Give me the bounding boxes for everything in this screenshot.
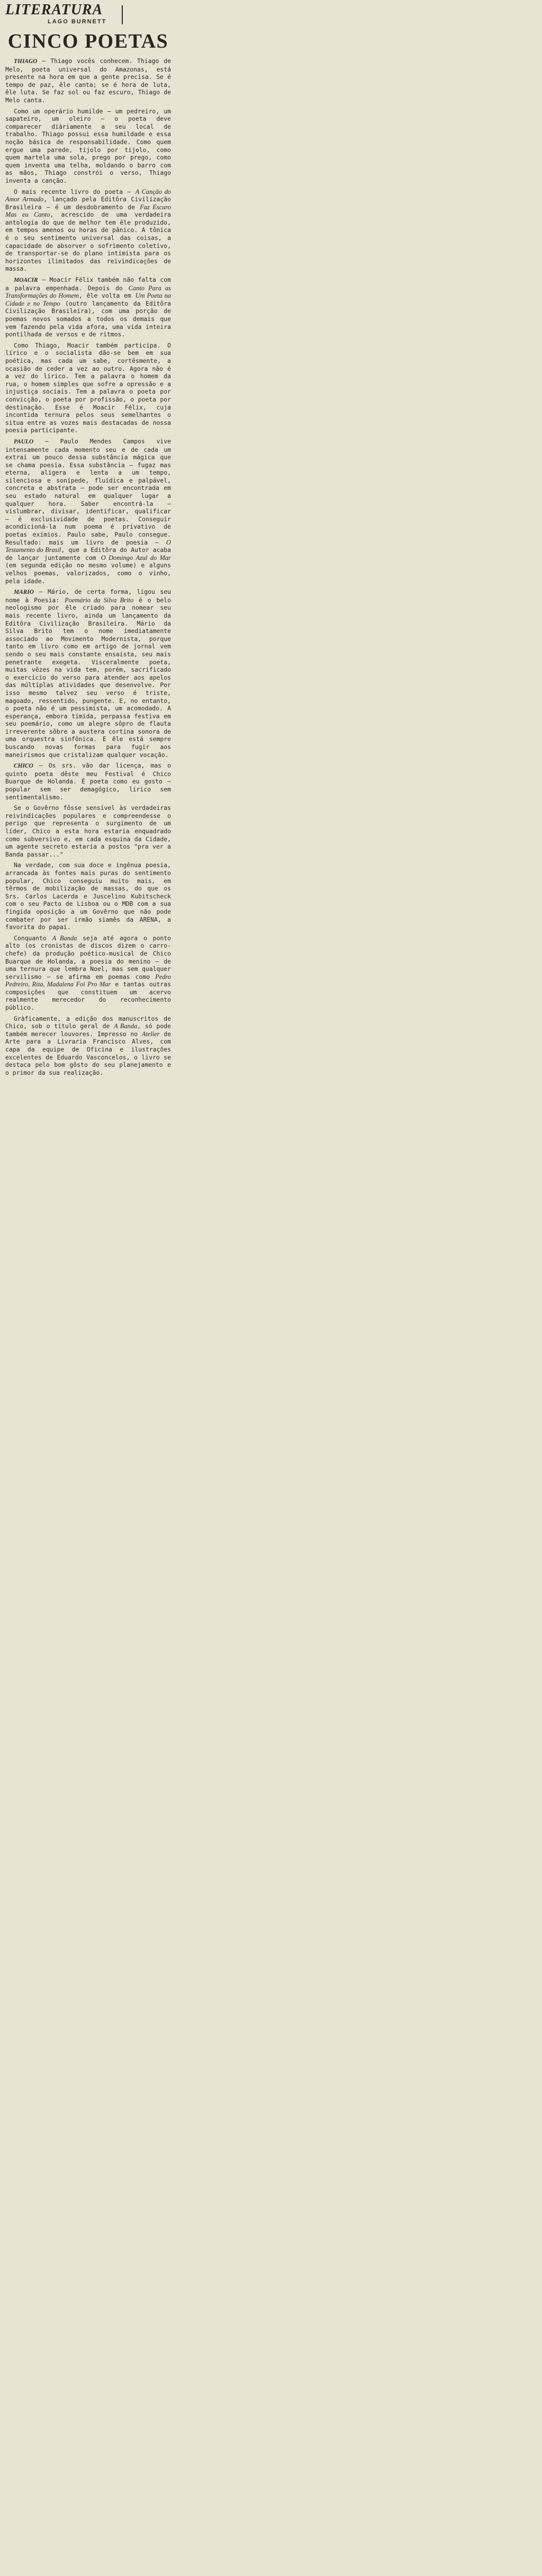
article-paragraph: [5, 57, 171, 104]
paragraph-text: é o belo neologismo por êle criado para nomear seu mais recente livro, ainda um lançamento da Editôra Civilização Brasileira. Mário da Silva Brito tem o nome imediatamente associado ao Movimento Modernista, porque tanto em livro como em artigo de jornal vem sendo o seu mais constante ensaísta, seu mais penetrante exegeta. Visceralmente poeta, muitas vêzes na vida tem, porém, sacrificado o exercício do verso para atender aos apelos das múltiplas atividades que desenvolve. Por isso mesmo talvez seu verso é triste, magoado, ressentido, pungente. E, no entanto, o poeta não é um pessimista, um acomodado. A esperança, embora tímida, perpassa festiva em seu poemário, como um alegre sôpro de flauta irreverente sôbre a austera cortina sonora de uma orquestra sinfônica. E êle está sempre buscando novas formas para fugir aos maneirismos que cristalizam qualquer vocação.: [5, 596, 171, 759]
article-paragraph: [5, 1015, 171, 1077]
paragraph-lead-name: MARIO: [14, 589, 34, 596]
paragraph-text: , só pode também merecer louvores. Impresso no: [5, 1022, 171, 1038]
book-title-text: Faz Escuro Mas eu Canto: [5, 203, 171, 219]
article-paragraph: [5, 342, 171, 434]
article-title: CINCO POETAS: [7, 30, 169, 52]
article-paragraph: [5, 438, 171, 585]
paragraph-text: — Moacir Félix também não falta com a palavra empenhada. Depois do: [5, 276, 171, 292]
paragraph-text: , lançado pela Editôra Civilização Brasileira — é um desdobramento de: [5, 195, 171, 211]
paragraph-lead-name: PAULO: [14, 438, 34, 445]
book-title-text: Um Poeta na Cidade e no Tempo: [5, 292, 171, 307]
paragraph-text: Se o Govêrno fôsse sensível às verdadeiras reivindicações populares e compreendesse o perigo que representa o surgimento de um líder, Chico a esta hora estaria enquadrado como subversivo e, em cada esquina da Cidade, um agente secreto estaria a postos "pra ver a Banda passar...": [5, 804, 171, 858]
article-paragraph: [5, 762, 171, 801]
book-title-text: O Domingo Azul do Mar: [101, 554, 171, 561]
paragraph-text: — Thiago vocês conhecem. Thiago de Melo, poeta universal do Amazonas, está presente na hora em que a gente precisa. Se é tempo de paz, êle canta; se é hora de luta, êle luta. Se faz sol ou faz escuro, Thiago de Melo canta.: [5, 57, 171, 104]
book-title-text: A Canção do Amor Armado: [5, 188, 171, 203]
paragraph-text: de Arte para a Livraria Francisco Alves, com capa da equipe de Oficina e ilustrações excelentes de Eduardo Vasconcelos, o livro se destaca pelo bom gôsto do seu planejamento e o primor da sua realização.: [5, 1030, 171, 1076]
paragraph-text: — Os srs. vão dar licença, mas o quinto poeta dêste meu Festival é Chico Buarque de Holanda. É poeta como eu gosto — popular sem ser demagógico, lírico sem sentimentalismo.: [5, 762, 171, 801]
paragraph-lead-name: CHICO: [14, 763, 33, 770]
paragraph-lead-name: THIAGO: [14, 58, 38, 65]
article-paragraph: [5, 861, 171, 931]
paragraph-text: Como um operário humilde — um pedreiro, um sapateiro, um oleiro — o poeta deve comparecer diàriamente a seu local de trabalho. Thiago possui essa humildade e essa noção básica de responsabilidade. Como quem ergue uma parede, tijolo por tijolo, como quem martela uma sola, prego por prego, como quem inventa uma telha, moldando o barro com as mãos, Thiago constrói o verso, Thiago inventa a canção.: [5, 107, 171, 184]
paragraph-text: (em segunda edição no mesmo volume) e alguns velhos poemas, valorizados, como o vinho, pela idade.: [5, 561, 171, 585]
paragraph-text: Na verdade, com sua doce e ingênua poesia, arrancada às fontes mais puras do sentimento popular, Chico conseguiu muito mais, em têrmos de mobilização de massas, do que os Srs. Carlos Lacerda e Juscelino Kubitscheck com o seu Pacto de Lisboa ou o MDB com a sua fingida oposição a um Govêrno que não pode combater por ser irmão siamês da ARENA, a favorita do papai.: [5, 861, 171, 931]
paragraph-text: , êle volta em: [78, 292, 136, 300]
article-paragraph: [5, 934, 171, 1012]
book-title-text: A Banda: [52, 934, 77, 942]
paragraph-text: Gràficamente, a edição dos manuscritos de Chico, sob o título geral de: [5, 1014, 171, 1030]
paragraph-text: Conquanto: [14, 934, 52, 942]
book-title-text: Pedro Pedreiro, Rita, Madalena Foi Pro Mar: [5, 973, 171, 988]
book-title-text: Atelier: [141, 1030, 160, 1038]
paragraph-lead-name: MOACIR: [14, 277, 38, 284]
author-byline: LAGO BURNETT: [48, 19, 107, 25]
article-paragraph: [5, 188, 171, 273]
paragraph-text: seja até agora o ponto alto (os cronistas de discos dizem o carro-chefe) da produção poético-musical de Chico Buarque de Holanda, a poesia do menino — de uma ternura que lembra Noel, mas sem qualquer servilismo — se afirma em poemas como: [5, 934, 171, 981]
paragraph-text: , que a Editôra do Autor acaba de lançar juntamente com: [5, 546, 171, 561]
header-divider: [122, 5, 123, 24]
book-title-text: Poemário da Silva Brito: [65, 596, 134, 604]
article-body: [5, 57, 171, 1076]
article-paragraph: [5, 276, 171, 338]
paragraph-text: — Mário, de certa forma, ligou seu nome à Poesia:: [5, 588, 171, 604]
section-title: LITERATURA: [5, 2, 103, 18]
article-paragraph: [5, 804, 171, 858]
article-paragraph: [5, 588, 171, 759]
newspaper-page: [0, 0, 176, 2576]
article-paragraph: [5, 108, 171, 185]
paragraph-text: O mais recente livro do poeta —: [14, 188, 136, 195]
book-title-text: A Banda: [114, 1022, 138, 1030]
book-title-text: O Testamento do Brasil: [5, 538, 171, 554]
paragraph-text: — Paulo Mendes Campos vive intensamente cada momento seu e de cada um extrai um pouco dessa substância mágica que se chama poesia. Essa substância — fugaz mas eterna, aligera e lenta a um tempo, silenciosa e sonípede, fluídica e palpável, concreta e abstrata — pode ser encontrada em seu estado natural em qualquer lugar a qualquer hora. Saber encontrá-la — vislumbrar, divisar, identificar, qualificar — é exclusividade de poetas. Conseguir acondicioná-la num poema é privativo de poetas exímios. Paulo sabe, Paulo consegue. Resultado: mais um livro de poesia —: [5, 437, 171, 546]
paragraph-text: (outro lançamento da Editôra Civilização Brasileira), com uma porção de poemas novos somados a todos os demais que vem fazendo pela vida afora, uma vida inteira pontilhada de versos e de ritmos.: [5, 299, 171, 338]
book-title-text: Canto Para as Transformações do Homem: [5, 284, 171, 300]
paragraph-text: , acrescido de uma verdadeira antologia do que de melhor tem êle produzido, em tempos amenos ou horas de pânico. A tônica é o seu sentimento universal das coisas, a capacidade de absorver o sofrimento coletivo, de transportar-se do plano intimista para os horizontes ilimitados das reivindicações de massa.: [5, 211, 171, 273]
paragraph-text: e tantas outras composições que constituem um acervo realmente merecedor do reconhecimento público.: [5, 981, 171, 1012]
paragraph-text: Como Thiago, Moacir também participa. O lírico e o socialista dão-se bem em sua poética, mas cada um sabe, cortêsmente, a ocasião de ceder a vez ao outro. Agora não é a vez do lírico. Tem a palavra o homem da rua, o homem simples que sofre a opressão e a injustiça sociais. Tem a palavra o poeta por convicção, o poeta por profissão, o poeta por destinação. Esse é Moacir Félix, cuja incontida ternura pelos seus semelhantes o situa entre as vozes mais destacadas de nossa poesia participante.: [5, 341, 171, 434]
column-header: [5, 2, 171, 28]
